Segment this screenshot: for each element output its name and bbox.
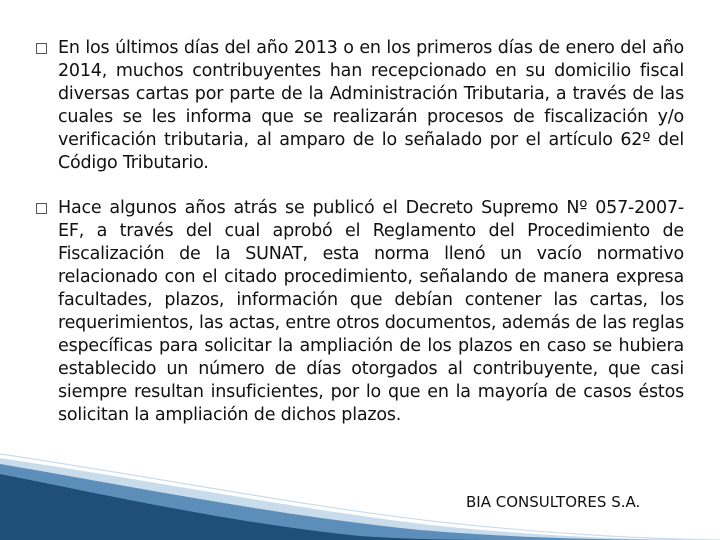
company-name: BIA CONSULTORES S.A. xyxy=(466,493,641,511)
empty-square-bullet-icon xyxy=(36,43,47,54)
bullet-item xyxy=(36,37,684,175)
empty-square-bullet-icon xyxy=(36,203,47,214)
bullet-text: En los últimos días del año 2013 o en los primeros días de enero del año 2014, muchos contribuyentes han recepcionado en su domicilio fiscal diversas cartas por parte de la Administración Tributaria, a través de las cuales se les informa que se realizarán procesos de fiscalización y/o verificación tributaria, al amparo de lo señalado por el artículo 62º del Código Tributario. xyxy=(58,38,684,173)
decorative-wave xyxy=(0,440,720,540)
bullet-text: Hace algunos años atrás se publicó el Decreto Supremo Nº 057-2007-EF, a través del cual aprobó el Reglamento del Procedimiento de Fiscalización de la SUNAT, esta norma llenó un vacío normativo relacionado con el citado procedimiento, señalando de manera expresa facultades, plazos, información que debían contener las cartas, los requerimientos, las actas, entre otros documentos, además de las reglas específicas para solicitar la ampliación de los plazos en caso se hubiera establecido un número de días otorgados al contribuyente, que casi siempre resultan insuficientes, por lo que en la mayoría de casos éstos solicitan la ampliación de dichos plazos. xyxy=(58,198,684,425)
bullet-item xyxy=(36,197,684,427)
bullet-list xyxy=(36,37,684,449)
